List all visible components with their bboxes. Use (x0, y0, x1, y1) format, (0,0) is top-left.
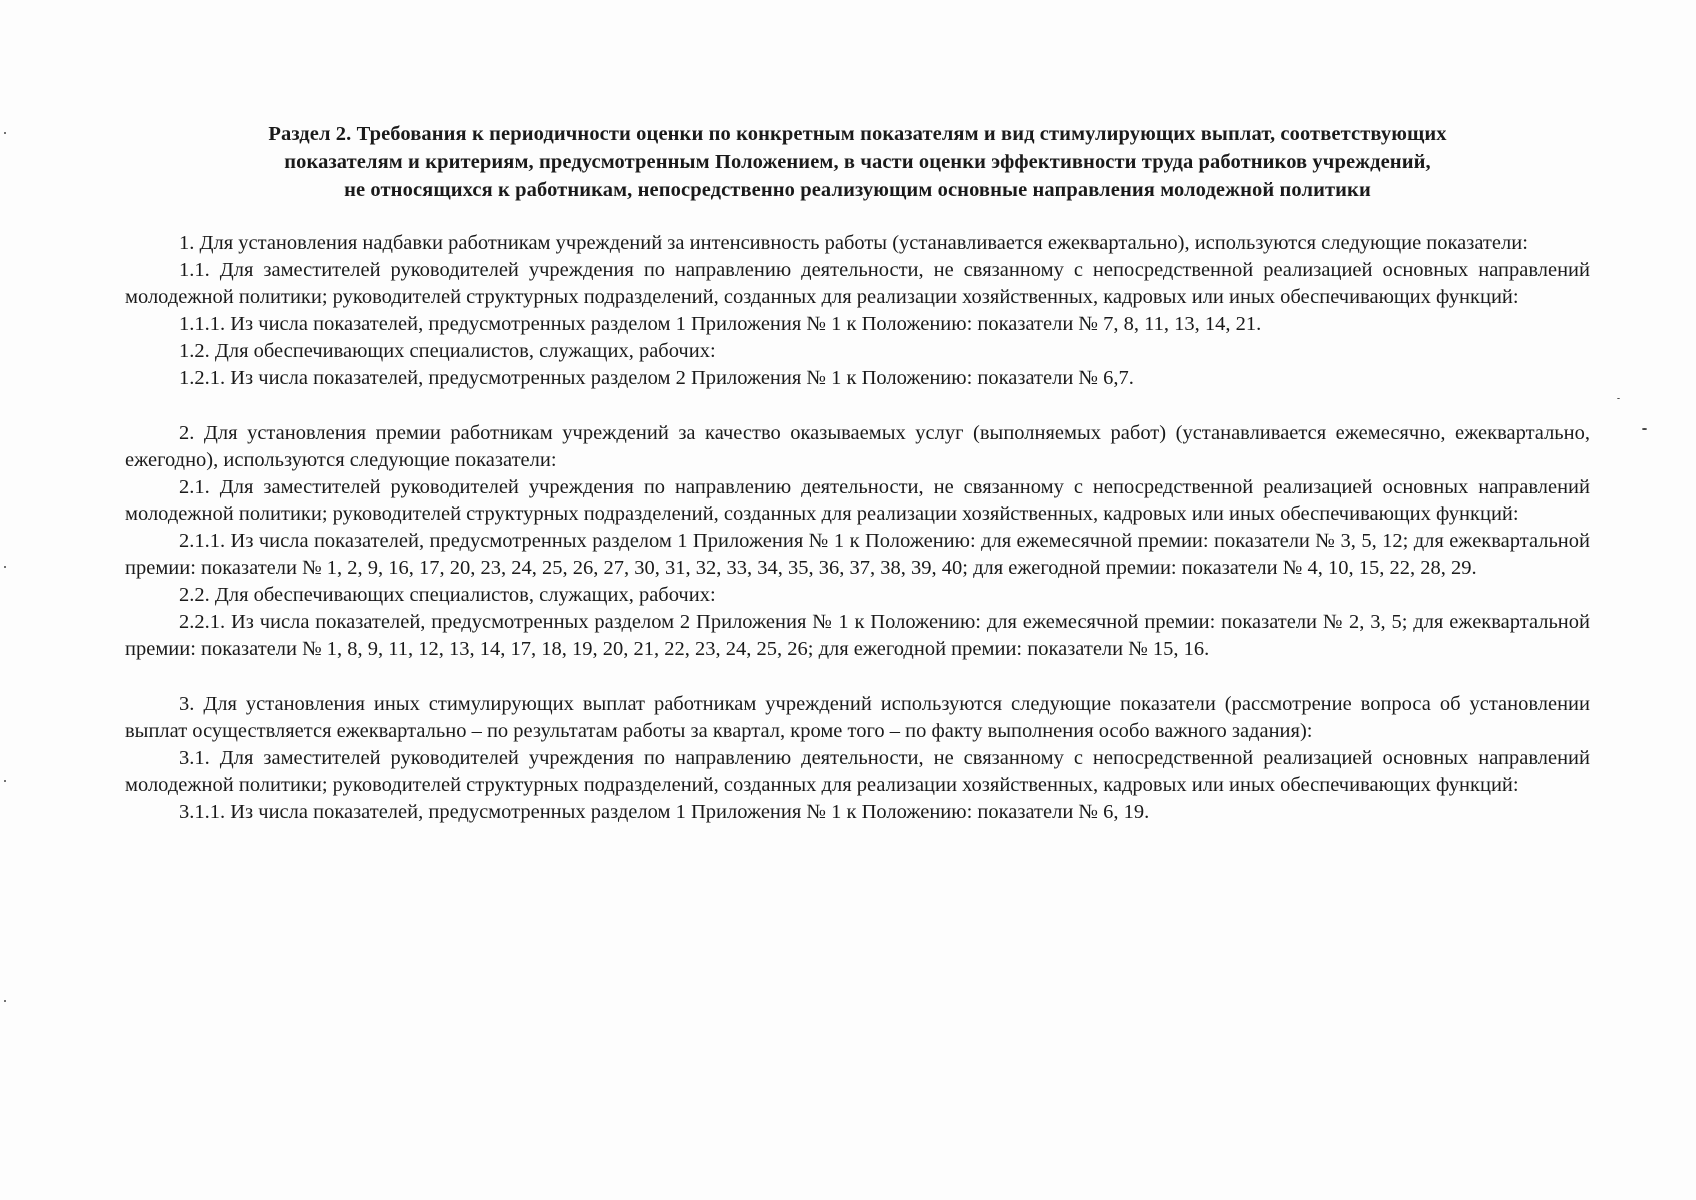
section-2 (125, 420, 1590, 663)
paragraph: 2.2.1. Из числа показателей, предусмотренных разделом 2 Приложения № 1 к Положению: для ежемесячной премии: показатели № 2, 3, 5; для ежеквартальной премии: показатели № 1, 8, 9, 11, 12, 13, 14, 17, 18, 19, 20, 21, 22, 23, 24, 25, 26; для ежегодной премии: показатели № 15, 16. (125, 611, 1590, 660)
heading-line: показателям и критериям, предусмотренным Положением, в части оценки эффективности труда работников учреждений, (284, 151, 1431, 173)
heading-line: не относящихся к работникам, непосредственно реализующим основные направления молодежной политики (344, 179, 1371, 201)
paragraph: 1.2. Для обеспечивающих специалистов, служащих, рабочих: (179, 340, 716, 362)
scan-speck (4, 1000, 6, 1002)
scan-speck (4, 566, 6, 568)
paragraph: 2. Для установления премии работникам учреждений за качество оказываемых услуг (выполняемых работ) (устанавливается ежемесячно, ежеквартально, ежегодно), используются следующие показатели: (125, 422, 1590, 471)
paragraph: 2.1.1. Из числа показателей, предусмотренных разделом 1 Приложения № 1 к Положению: для ежемесячной премии: показатели № 3, 5, 12; для ежеквартальной премии: показатели № 1, 2, 9, 16, 17, 20, 23, 24, 25, 26, 27, 30, 31, 32, 33, 34, 35, 36, 37, 38, 39, 40; для ежегодной премии: показатели № 4, 10, 15, 22, 28, 29. (125, 530, 1590, 579)
scan-speck (1642, 428, 1647, 430)
paragraph: 1.1. Для заместителей руководителей учреждения по направлению деятельности, не связанному с непосредственной реализацией основных направлений молодежной политики; руководителей структурных подразделений, созданных для реализации хозяйственных, кадровых или иных обеспечивающих функций: (125, 259, 1590, 308)
paragraph: 3. Для установления иных стимулирующих выплат работникам учреждений используются следующие показатели (рассмотрение вопроса об установлении выплат осуществляется ежеквартально – по результатам работы за квартал, кроме того – по факту выполнения особо важного задания): (125, 693, 1590, 742)
paragraph: 2.2. Для обеспечивающих специалистов, служащих, рабочих: (179, 584, 716, 606)
scan-speck (4, 132, 6, 134)
paragraph: 3.1.1. Из числа показателей, предусмотренных разделом 1 Приложения № 1 к Положению: показатели № 6, 19. (179, 801, 1150, 823)
paragraph: 1.1.1. Из числа показателей, предусмотренных разделом 1 Приложения № 1 к Положению: показатели № 7, 8, 11, 13, 14, 21. (179, 313, 1262, 335)
heading-line: Раздел 2. Требования к периодичности оценки по конкретным показателям и вид стимулирующих выплат, соответствующих (268, 123, 1447, 145)
paragraph: 3.1. Для заместителей руководителей учреждения по направлению деятельности, не связанному с непосредственной реализацией основных направлений молодежной политики; руководителей структурных подразделений, созданных для реализации хозяйственных, кадровых или иных обеспечивающих функций: (125, 747, 1590, 796)
section-heading (125, 120, 1590, 204)
paragraph: 1. Для установления надбавки работникам учреждений за интенсивность работы (устанавливается ежеквартально), используются следующие показатели: (179, 232, 1528, 254)
section-1 (125, 230, 1590, 392)
paragraph: 2.1. Для заместителей руководителей учреждения по направлению деятельности, не связанному с непосредственной реализацией основных направлений молодежной политики; руководителей структурных подразделений, созданных для реализации хозяйственных, кадровых или иных обеспечивающих функций: (125, 476, 1590, 525)
document-body (125, 120, 1590, 826)
scan-speck (1617, 398, 1620, 399)
paragraph: 1.2.1. Из числа показателей, предусмотренных разделом 2 Приложения № 1 к Положению: показатели № 6,7. (179, 367, 1134, 389)
spacer (125, 663, 1590, 691)
scan-speck (4, 780, 6, 782)
section-3 (125, 691, 1590, 826)
spacer (125, 392, 1590, 420)
